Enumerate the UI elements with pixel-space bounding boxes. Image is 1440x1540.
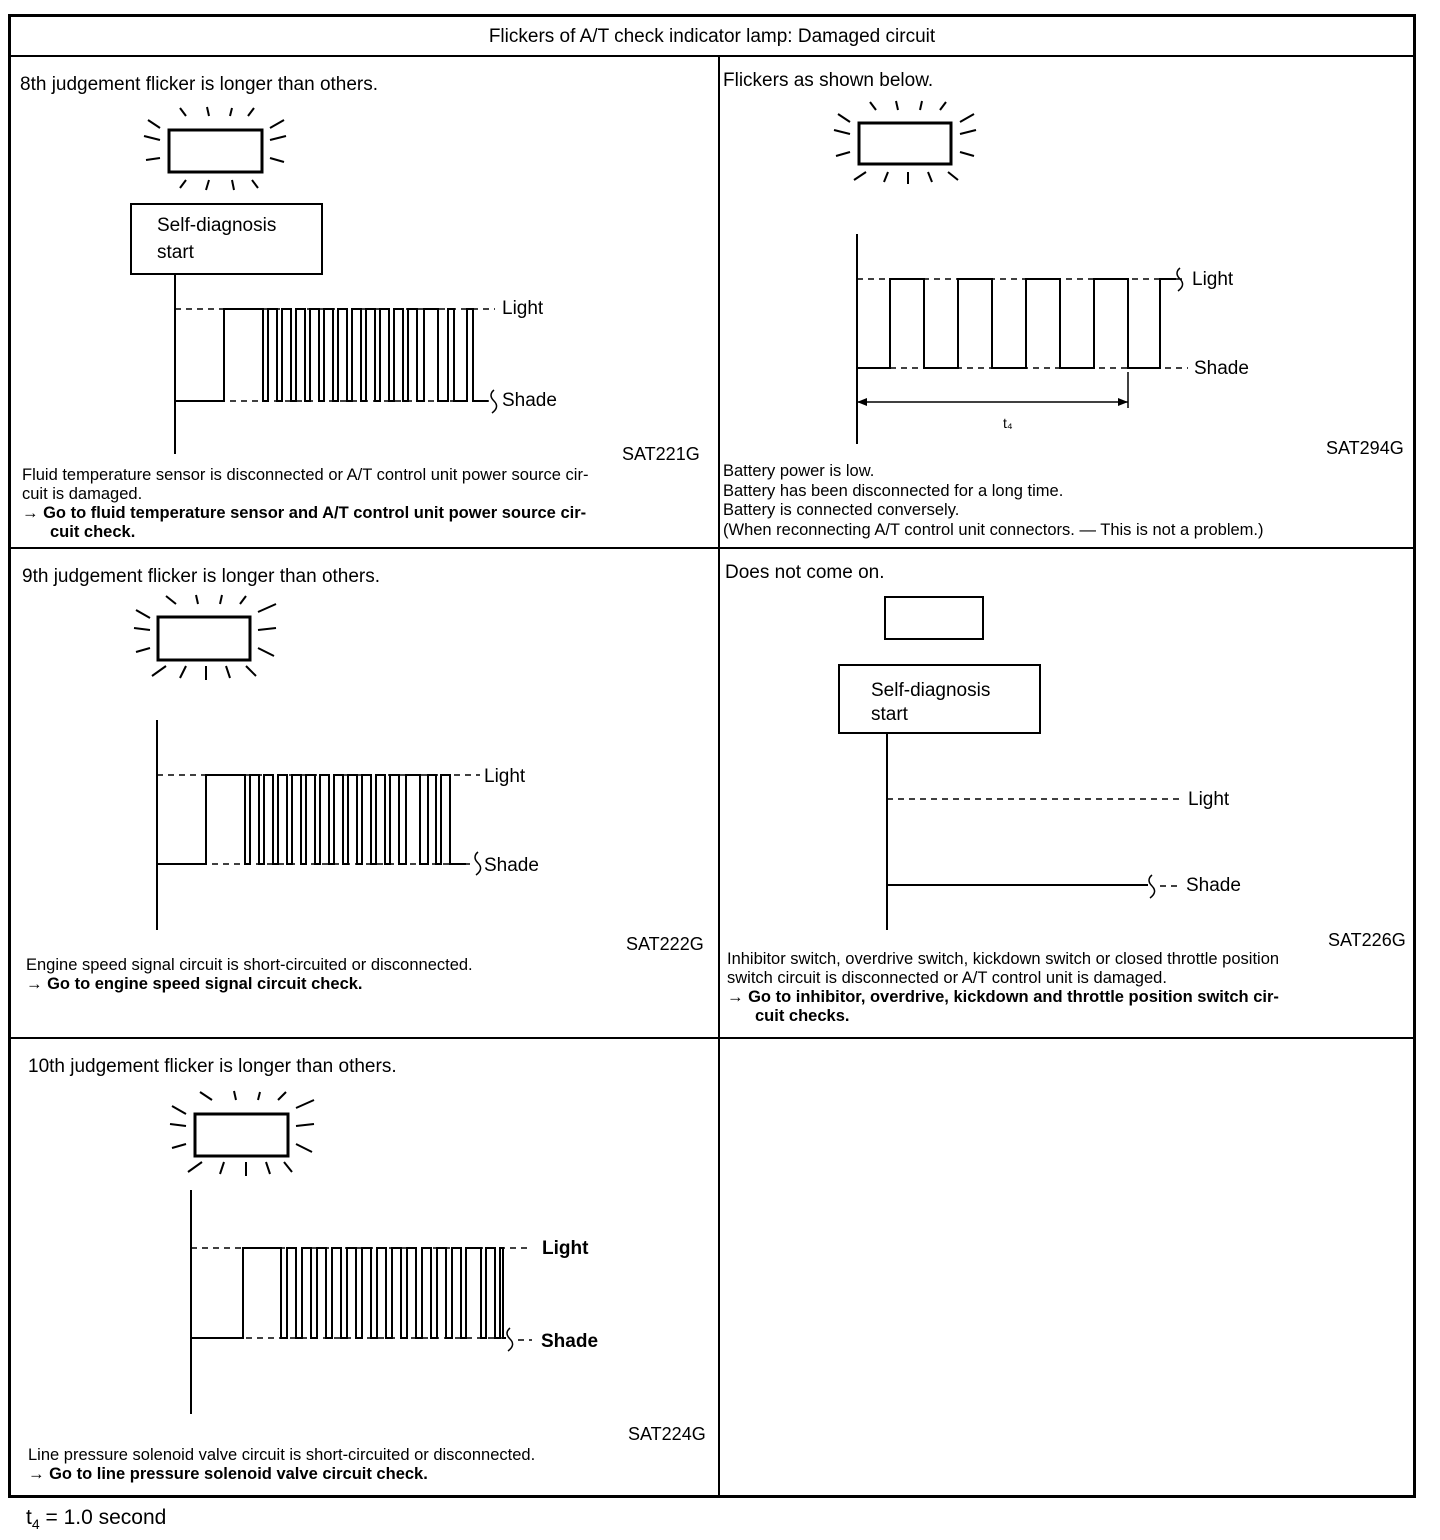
footnote-period [26, 1506, 166, 1532]
light-label: Light [502, 298, 544, 319]
box-label-line2: start [157, 242, 194, 263]
cell-10th-description [28, 1446, 708, 1484]
desc-line: switch circuit is disconnected or A/T control unit is damaged. [727, 969, 1167, 987]
action-line: → Go to line pressure solenoid valve circuit check. [28, 1465, 428, 1483]
desc-line: Battery power is low. [723, 462, 875, 480]
shade-label: Shade [502, 390, 557, 411]
box-label-line1: Self-diagnosis [157, 215, 277, 236]
cell-no-light-heading: Does not come on. [725, 562, 885, 583]
shade-label: Shade [484, 855, 539, 876]
desc-line: Line pressure solenoid valve circuit is short-circuited or disconnected. [28, 1446, 536, 1464]
desc-line: Battery has been disconnected for a long time. [723, 481, 1064, 500]
light-label: Light [542, 1238, 589, 1259]
cell-8th-heading: 8th judgement flicker is longer than others. [20, 74, 379, 95]
cell-9th-heading: 9th judgement flicker is longer than others. [22, 566, 381, 587]
action-line: → Go to engine speed signal circuit check. [26, 975, 363, 993]
cell-battery-code: SAT294G [1326, 438, 1404, 458]
desc-line: Engine speed signal circuit is short-circuited or disconnected. [26, 956, 473, 974]
cell-8th-code: SAT221G [622, 444, 700, 464]
desc-line: Fluid temperature sensor is disconnected or A/T control unit power source cir- [22, 466, 589, 484]
desc-line: Battery is connected conversely. [723, 501, 960, 519]
cell-no-light-code: SAT226G [1328, 930, 1406, 950]
box-label-line1: Self-diagnosis [871, 680, 991, 701]
action-line: cuit check. [50, 523, 136, 541]
shade-brace [507, 1328, 513, 1351]
footnote-subscript: 4 [31, 1516, 40, 1533]
lamp-icon [170, 1091, 314, 1176]
shade-label: Shade [1194, 358, 1249, 379]
desc-line: (When reconnecting A/T control unit connectors. — This is not a problem.) [723, 520, 1264, 539]
footnote-text: = 1.0 second [39, 1506, 167, 1529]
action-line: cuit checks. [755, 1007, 850, 1025]
action-line: → Go to fluid temperature sensor and A/T control unit power source cir- [22, 504, 587, 522]
footnote-symbol: t [26, 1506, 32, 1529]
table-title: Flickers of A/T check indicator lamp: Damaged circuit [11, 17, 1413, 57]
flicker-waveform [191, 1248, 506, 1338]
light-label: Light [1192, 269, 1234, 290]
desc-line: Inhibitor switch, overdrive switch, kickdown switch or closed throttle position [727, 950, 1280, 968]
cell-battery-heading: Flickers as shown below. [723, 70, 934, 91]
cell-10th-heading: 10th judgement flicker is longer than others. [28, 1056, 397, 1077]
light-label: Light [484, 766, 526, 787]
shade-label: Shade [541, 1331, 599, 1352]
light-label: Light [1188, 789, 1230, 810]
action-line: → Go to inhibitor, overdrive, kickdown and throttle position switch cir- [727, 988, 1279, 1006]
cell-9th-code: SAT222G [626, 934, 704, 954]
shade-label: Shade [1186, 875, 1241, 896]
cell-10th-code: SAT224G [628, 1424, 706, 1444]
desc-line: cuit is damaged. [22, 485, 143, 503]
box-label-line2: start [871, 704, 908, 725]
period-label: t₄ [1003, 415, 1013, 431]
